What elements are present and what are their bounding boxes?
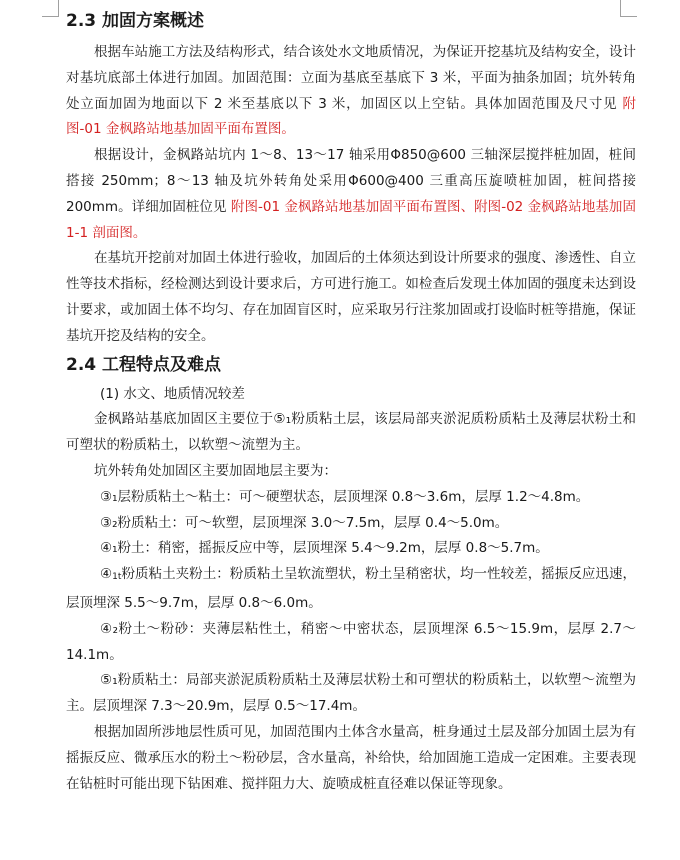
layer-subscript: 1t — [112, 572, 122, 583]
subheading-hydrogeology: (1) 水文、地质情况较差 — [100, 385, 245, 402]
layer-item: ③₁层粉质粘土～粘土：可～硬塑状态，层顶埋深 0.8～3.6m，层厚 1.2～4.8m。 — [100, 488, 590, 505]
layer-item: ③₂粉质粘土：可～软塑，层顶埋深 3.0～7.5m，层厚 0.4～5.0m。 — [100, 514, 509, 531]
layer-text: 粉质粘土夹粉土：粉质粘土呈软流塑状，粉土呈稍密状，均一性较差，摇振反应迅速，层顶埋深 5.5～9.7m，层厚 0.8～6.0m。 — [66, 566, 637, 611]
figure-reference-link[interactable]: 附图-01 金枫路站地基加固平面布置图、附图-02 金枫路站地基加固 1-1 剖面图。 — [66, 198, 636, 241]
section-heading-2-3: 2.3 加固方案概述 — [66, 11, 205, 31]
document-page — [66, 8, 636, 797]
paragraph-scope-text: 根据车站施工方法及结构形式，结合该处水文地质情况，为保证开挖基坑及结构安全，设计对基坑底部土体进行加固。加固范围：立面为基底至基底下 3 米，平面为抽条加固；坑外转角处立面加固为地面以下 2 米至基底以下 3 米，加固区以上空钻。具体加固范围及尺寸见 — [66, 44, 636, 112]
section-heading-2-4: 2.4 工程特点及难点 — [66, 354, 222, 375]
layer-item: ⑤₁粉质粘土：局部夹淤泥质粉质粘土及薄层状粉土和可塑状的粉质粘土，以软塑～流塑为主。层顶埋深 7.3～20.9m，层厚 0.5～17.4m。 — [66, 672, 636, 715]
layer-mark: ④ — [100, 566, 113, 583]
layer-item — [66, 562, 636, 617]
page-corner-mark-left — [42, 0, 59, 17]
paragraph-design-text: 根据设计，金枫路站坑内 1～8、13～17 轴采用Φ850@600 三轴深层搅拌桩加固，桩间搭接 250mm；8～13 轴及坑外转角处采用Φ600@400 三重高压旋喷桩加固，桩间搭接 200mm。详细加固桩位见 — [66, 147, 636, 215]
paragraph-scope — [66, 40, 636, 143]
paragraph-acceptance: 在基坑开挖前对加固土体进行验收，加固后的土体须达到设计所要求的强度、渗透性、自立性等技术指标，经检测达到设计要求后，方可进行施工。如检查后发现土体加固的强度未达到设计要求，或加固土体不均匀、存在加固盲区时，应采取另行注浆加固或打设临时桩等措施，保证基坑开挖及结构的安全。 — [66, 250, 636, 344]
paragraph-base-layer: 金枫路站基底加固区主要位于⑤₁粉质粘土层，该层局部夹淤泥质粉质粘土及薄层状粉土和可塑状的粉质粘土，以软塑～流塑为主。 — [66, 411, 636, 454]
paragraph-corner-layers-intro: 坑外转角处加固区主要加固地层主要为： — [94, 462, 337, 479]
layer-item: ④₂粉土～粉砂：夹薄层粘性土，稍密～中密状态，层顶埋深 6.5～15.9m，层厚 2.7～14.1m。 — [66, 620, 636, 663]
layer-item: ④₁粉土：稍密，摇振反应中等，层顶埋深 5.4～9.2m，层厚 0.8～5.7m。 — [100, 540, 549, 557]
paragraph-design — [66, 143, 636, 246]
paragraph-construction-difficulty: 根据加固所涉地层性质可见，加固范围内土体含水量高，桩身通过土层及部分加固土层为有摇振反应、微承压水的粉土～粉砂层，含水量高，补给快，给加固施工造成一定困难。主要表现在钻桩时可能出现下钻困难、搅拌阻力大、旋喷成桩直径难以保证等现象。 — [66, 723, 636, 792]
figure-reference-link[interactable]: 附图-01 金枫路站地基加固平面布置图。 — [66, 95, 636, 138]
